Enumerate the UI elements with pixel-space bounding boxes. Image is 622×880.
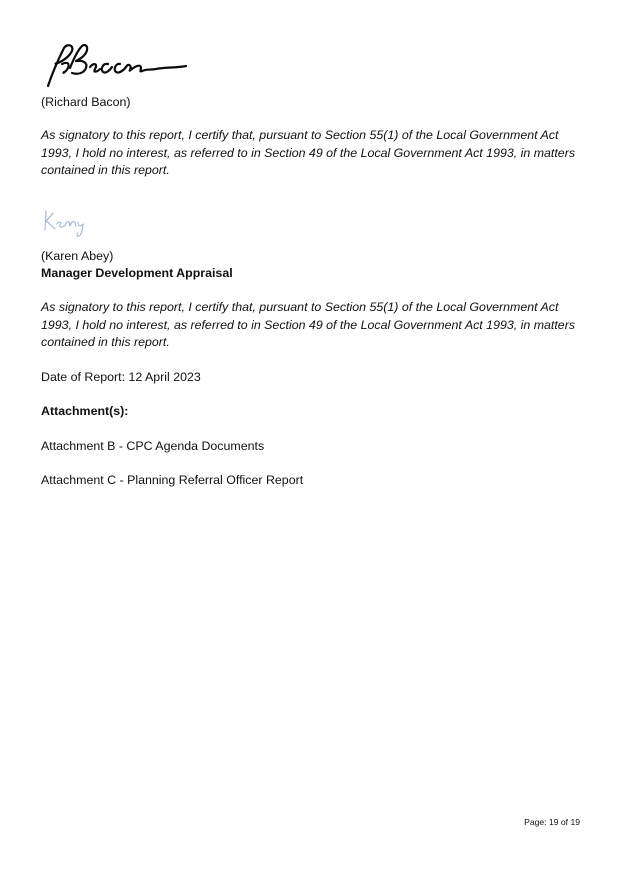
page-number: Page: 19 of 19	[524, 817, 580, 827]
certification-line: 1993, I hold no interest, as referred to in Section 49 of the Local Government Act 1993, in matters	[41, 145, 576, 160]
signatory-2-certification	[41, 299, 586, 352]
certification-line: 1993, I hold no interest, as referred to in Section 49 of the Local Government Act 1993, in matters	[41, 317, 576, 332]
attachment-item-b: Attachment B - CPC Agenda Documents	[41, 439, 265, 453]
signature-richard-bacon	[40, 42, 190, 90]
attachment-item-c: Attachment C - Planning Referral Officer Report	[41, 473, 304, 487]
signatory-1-name: (Richard Bacon)	[41, 95, 131, 109]
signatory-2-name: (Karen Abey)	[41, 249, 114, 263]
certification-line: As signatory to this report, I certify that, pursuant to Section 55(1) of the Local Government Act	[41, 128, 559, 142]
certification-line: contained in this report.	[41, 335, 170, 349]
signatory-2-title: Manager Development Appraisal	[41, 266, 233, 280]
certification-line: As signatory to this report, I certify that, pursuant to Section 55(1) of the Local Government Act	[41, 300, 559, 314]
signatory-1-certification	[41, 127, 586, 180]
report-date: Date of Report: 12 April 2023	[41, 370, 201, 384]
signature-1-drawing	[40, 42, 190, 90]
attachments-heading: Attachment(s):	[41, 404, 129, 418]
certification-line: contained in this report.	[41, 163, 170, 177]
signature-2-drawing	[41, 208, 93, 238]
signature-karen-abey	[41, 208, 93, 238]
